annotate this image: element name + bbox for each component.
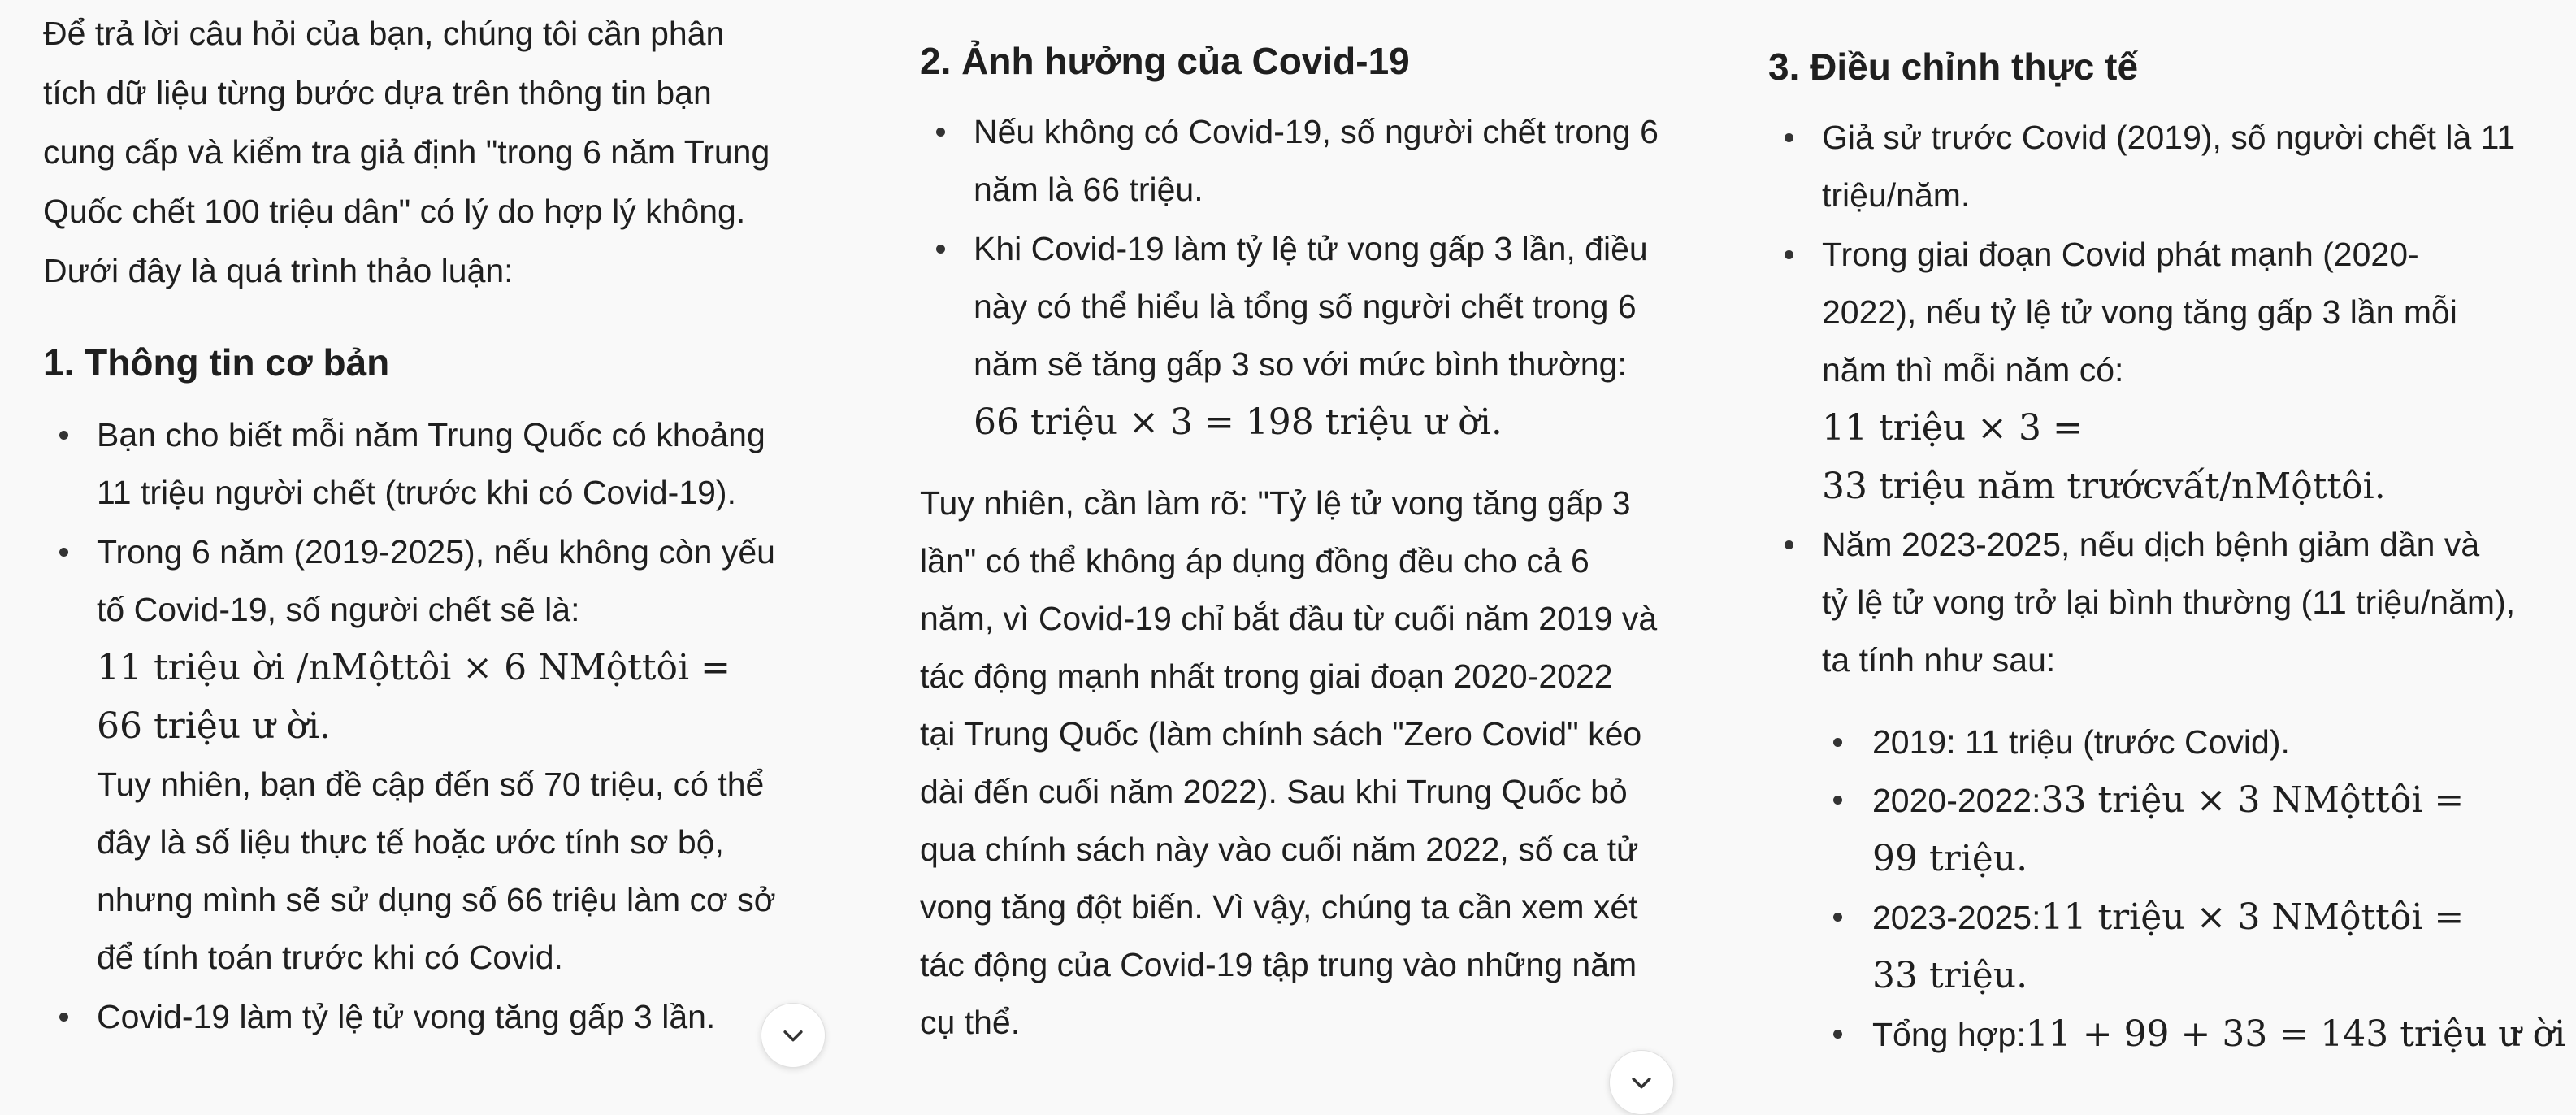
column-2: [920, 37, 1733, 1052]
math-formula: 11 + 99 + 33 = 143 triệu ư ời: [2025, 1013, 2566, 1055]
yearly-breakdown-list: [1768, 714, 2576, 1064]
math-formula: 33 triệu × 3 NMộttôi =: [2040, 779, 2465, 821]
list-item: Trong 6 năm (2019-2025), nếu không còn yếu tố Covid-19, số người chết sẽ là: 11 triệu ời /nMộttôi × 6 NMộttôi = 66 triệu ư ời. Tuy nhiên, bạn đề cập đến số 70 triệu, có thể đây là số liệu thực tế hoặc ước tính sơ bộ, nhưng mình sẽ sử dụng số 66 triệu làm cơ sở để tính toán trước khi có Covid.: [43, 523, 856, 987]
list-item: 2023-2025:11 triệu × 3 NMộttôi = 33 triệu.: [1768, 888, 2576, 1005]
math-formula: 66 triệu × 3 = 198 triệu ư ời.: [974, 401, 1503, 443]
math-formula: 33 triệu năm trướcvất/nMộttôi.: [1822, 466, 2386, 507]
section-heading-covid-impact: 2. Ảnh hưởng của Covid-19: [920, 40, 1410, 82]
scroll-down-button[interactable]: [761, 1003, 826, 1068]
section-heading-basic-info: 1. Thông tin cơ bản: [43, 341, 390, 384]
list-item: Khi Covid-19 làm tỷ lệ tử vong gấp 3 lần, điều này có thể hiểu là tổng số người chết trong 6 năm sẽ tăng gấp 3 so với mức bình thường: 66 triệu × 3 = 198 triệu ư ời.: [920, 220, 1733, 452]
adjustment-list: [1768, 109, 2576, 689]
clarification-paragraph: Tuy nhiên, cần làm rõ: "Tỷ lệ tử vong tăng gấp 3 lần" có thể không áp dụng đồng đều cho cả 6 năm, vì Covid-19 chỉ bắt đầu từ cuối năm 2019 và tác động mạnh nhất trong giai đoạn 2020-2022 tại Trung Quốc (làm chính sách "Zero Covid" kéo dài đến cuối năm 2022). Sau khi Trung Quốc bỏ qua chính sách này vào cuối năm 2022, số ca tử vong tăng đột biến. Vì vậy, chúng ta cần xem xét tác động của Covid-19 tập trung vào những năm cụ thể.: [920, 484, 1658, 1041]
math-formula: 33 triệu.: [1872, 955, 2028, 996]
covid-impact-list: [920, 103, 1733, 452]
chevron-down-icon: [779, 1022, 807, 1049]
scroll-down-button-2[interactable]: [1609, 1050, 1674, 1115]
list-item: Tổng hợp:11 + 99 + 33 = 143 triệu ư ời: [1768, 1005, 2576, 1064]
list-item: 2020-2022:33 triệu × 3 NMộttôi = 99 triệu.: [1768, 771, 2576, 888]
list-item: 2019: 11 triệu (trước Covid).: [1768, 714, 2576, 771]
math-formula: 99 triệu.: [1872, 838, 2028, 879]
basic-info-list: [43, 406, 856, 1046]
math-formula: 11 triệu ời /nMộttôi × 6 NMộttôi =: [97, 647, 731, 688]
list-item: Covid-19 làm tỷ lệ tử vong tăng gấp 3 lần.: [43, 988, 856, 1046]
chevron-down-icon: [1628, 1069, 1655, 1096]
math-formula: 11 triệu × 3 =: [1822, 407, 2083, 449]
list-item: Bạn cho biết mỗi năm Trung Quốc có khoảng 11 triệu người chết (trước khi có Covid-19).: [43, 406, 856, 522]
math-formula: 66 triệu ư ời.: [97, 705, 331, 747]
list-item: Năm 2023-2025, nếu dịch bệnh giảm dần và tỷ lệ tử vong trở lại bình thường (11 triệu/năm), ta tính như sau:: [1768, 516, 2576, 689]
column-1: [43, 4, 856, 1046]
list-item: Giả sử trước Covid (2019), số người chết là 11 triệu/năm.: [1768, 109, 2576, 224]
section-heading-adjustment: 3. Điều chỉnh thực tế: [1768, 46, 2139, 88]
list-item: Trong giai đoạn Covid phát mạnh (2020- 2022), nếu tỷ lệ tử vong tăng gấp 3 lần mỗi năm thì mỗi năm có: 11 triệu × 3 = 33 triệu năm trướcvất/nMộttôi.: [1768, 226, 2576, 516]
intro-paragraph: Để trả lời câu hỏi của bạn, chúng tôi cần phân tích dữ liệu từng bước dựa trên thông tin bạn cung cấp và kiểm tra giả định "trong 6 năm Trung Quốc chết 100 triệu dân" có lý do hợp lý không. Dưới đây là quá trình thảo luận:: [43, 15, 770, 289]
list-item: Nếu không có Covid-19, số người chết trong 6 năm là 66 triệu.: [920, 103, 1733, 219]
column-3: [1768, 42, 2576, 1064]
math-formula: 11 triệu × 3 NMộttôi =: [2040, 896, 2465, 938]
